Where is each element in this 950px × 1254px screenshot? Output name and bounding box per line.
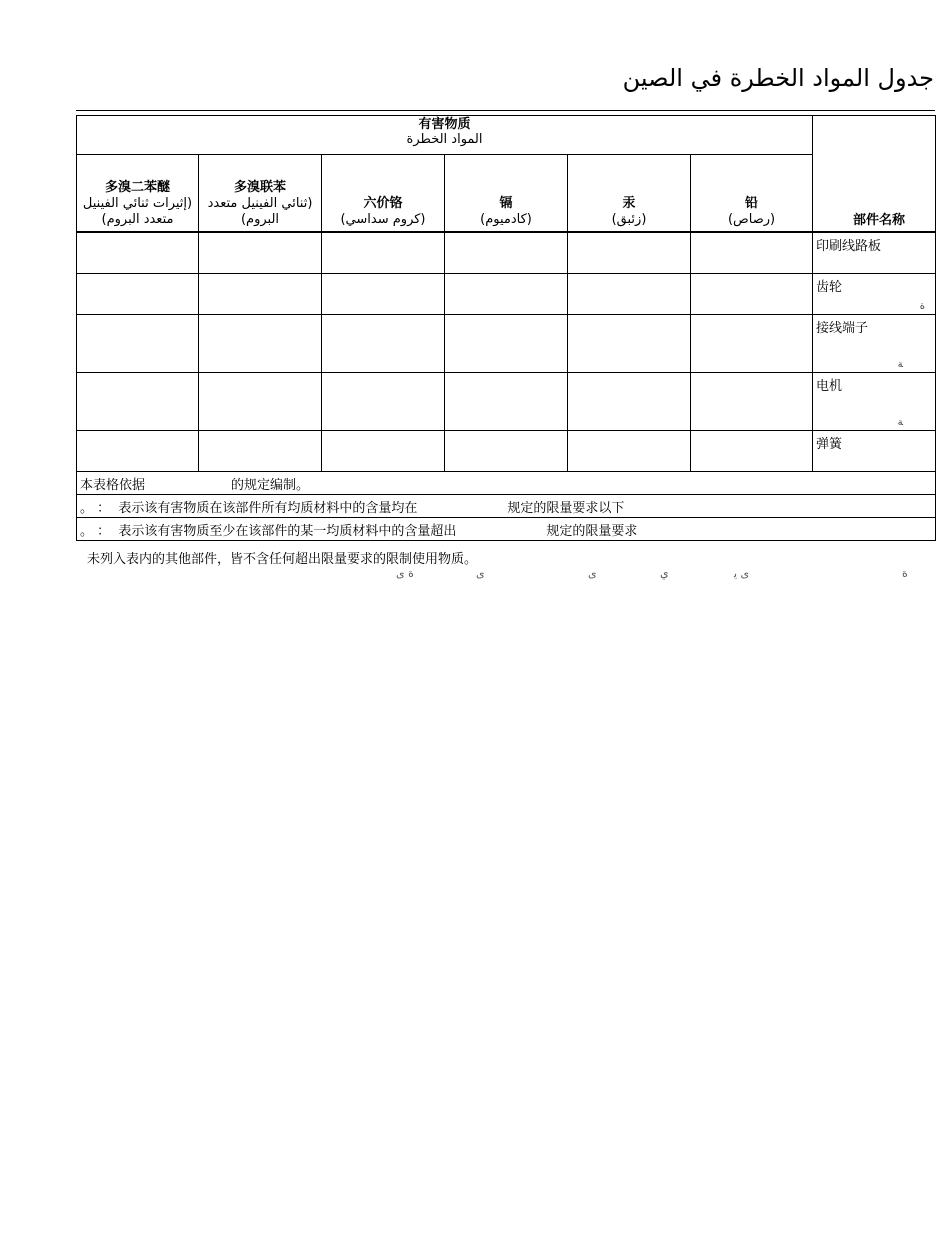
substance-header-cd: 镉 (كادميوم): [445, 155, 568, 233]
table-row: [77, 431, 936, 472]
table-row: [77, 232, 936, 274]
stray-glyph: ی ﯾ: [734, 567, 750, 580]
part-name-cell: 电机 ﺔ: [813, 373, 936, 431]
stray-glyph: ﺓ ی: [396, 567, 414, 580]
part-name-header: 部件名称: [813, 116, 936, 233]
stray-glyph: ی: [476, 567, 485, 580]
footer-note: 未列入表内的其他部件，皆不含任何超出限量要求的限制使用物质。: [87, 552, 478, 567]
stray-glyph: ﺓ: [902, 567, 908, 580]
group-header-zh: 有害物质: [418, 117, 471, 132]
hazardous-substances-table: [76, 115, 936, 541]
hazardous-substance-group-header: [77, 116, 813, 155]
table-row: [77, 274, 936, 315]
table-row: [77, 315, 936, 373]
part-name-cell: 印刷线路板: [813, 232, 936, 274]
note-x-row: 。 ： 表示该有害物质至少在该部件的某一均质材料中的含量超出 规定的限量要求: [77, 518, 936, 541]
substance-header-hg: 汞 (زئبق): [568, 155, 691, 233]
stray-glyph: ي: [660, 567, 669, 580]
part-name-cell: 齿轮 ﺓ: [813, 274, 936, 315]
note-basis-row: 本表格依据 的规定编制。: [77, 472, 936, 495]
substance-header-cr6: 六价铬 (كروم سداسي): [322, 155, 445, 233]
page-title: جدول المواد الخطرة في الصين: [622, 64, 934, 92]
table-row: [77, 373, 936, 431]
substance-header-pb: 铅 (رصاص): [691, 155, 813, 233]
stray-glyph: ی: [588, 567, 597, 580]
substance-header-pbde: 多溴二苯醚 (إثيرات ثنائي الفينيل متعدد البروم): [77, 155, 199, 233]
group-header-ar: المواد الخطرة: [406, 132, 483, 147]
part-name-cell: 弹簧: [813, 431, 936, 472]
substance-header-pbb: 多溴联苯 (ثنائي الفينيل متعدد البروم): [199, 155, 322, 233]
note-o-row: 。 ： 表示该有害物质在该部件所有均质材料中的含量均在 规定的限量要求以下: [77, 495, 936, 518]
part-name-cell: 接线端子 ﺔ: [813, 315, 936, 373]
